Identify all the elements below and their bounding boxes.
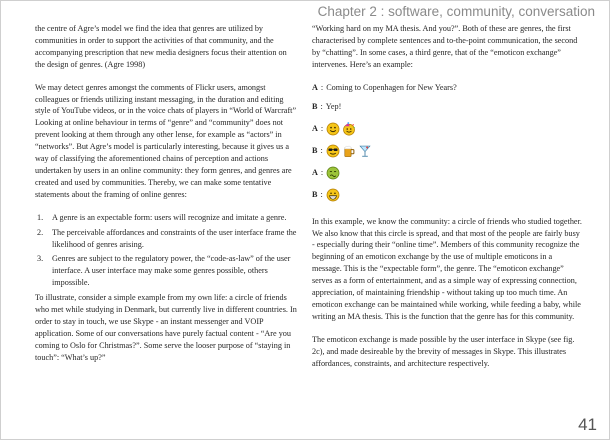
- right-paragraph-2: In this example, we know the community: a circle of friends who studied together. We also know that this circle is spread, and that most of the people are fairly busy - especially during their “online time”. Members of this community recognize the beginning of an emoticon exchange by the use of multiple emoticons in a message. This is the “expectable form”, the genre. The “emoticon exchange” serves as a form of entertainment, and as a simple way of expressing connection, appreciation, of maintaining friendship - without taking up too much time. An emoticon exchange can be maintained while working, while feeding a baby, while writing an MA thesis. This is the function that the genre has for this community.: [312, 216, 582, 321]
- cocktail-glass-icon: [358, 144, 372, 158]
- left-paragraph-1: the centre of Agre’s model we find the idea that genres are utilized by communities in order to support the activities of that community, and the accompanying prescription that new media designers focus their attention on the design of genres. (Agre 1998): [35, 24, 287, 69]
- chat-message: Yep!: [325, 101, 342, 111]
- sick-face-icon: [326, 166, 340, 180]
- chat-line: A : Coming to Copenhagen for New Years?: [312, 82, 457, 92]
- smiley-face-icon: [326, 122, 340, 136]
- page-number: 41: [578, 415, 597, 434]
- numbered-list: [35, 212, 297, 289]
- left-paragraph-2: We may detect genres amongst the comments of Flickr users, amongst colleagues or friends utilizing instant messaging, in the duration and editing style of YouTube videos, or in the voice chats of players in “World of Warcraft” Looking at online behaviour in terms of “genre” and “community” does not prevent looking at them through any other lense, for example as “actors” in “networks”. But Agre’s model is particularly interesting, because it gives us a way of classifying the aforementioned chains of perception and actions undertaken by users in an online community: they form genres, and genres are created and used by communities. Thereby, we can make some tentative statements about the framing of online genres:: [35, 82, 297, 199]
- list-item-number: 1.: [37, 212, 44, 222]
- left-paragraph-3: To illustrate, consider a simple example from my own life: a circle of friends who met while studying in Denmark, but currently live in different countries. In order to stay in touch, we use Skype - an instant messenger and VOIP application. Some of our conversations have purely factual content - “Are you coming to Oslo for Christmas?”. Some serve the looser purpose of “staying in touch”: “What’s up?”: [35, 293, 297, 362]
- list-item-text: The perceivable affordances and constraints of the user interface frame the likelihood of genres arising.: [52, 227, 297, 249]
- sunglasses-face-icon: [326, 144, 340, 158]
- right-column: [312, 23, 582, 370]
- list-item: [35, 212, 297, 224]
- chat-speaker: B: [312, 101, 318, 111]
- right-paragraph-3: The emoticon exchange is made possible by the user interface in Skype (see fig. 2c), and made desireable by the brevity of messages in Skype. This illustrates affordances, constraints, and architecture respectively.: [312, 334, 575, 368]
- list-item-number: 3.: [37, 254, 44, 264]
- list-item: [35, 253, 297, 289]
- chat-speaker: A: [312, 167, 318, 177]
- chat-speaker: B: [312, 189, 318, 199]
- right-paragraph-1: “Working hard on my MA thesis. And you?”. Both of these are genres, the first characterised by complete sentences and to-the-point communication, the second by “chatting”. In some cases, a third genre, that of the “emoticon exchange” intervenes. Here’s an example:: [312, 24, 578, 69]
- list-item-text: A genre is an expectable form: users will recognize and imitate a genre.: [52, 212, 287, 222]
- chat-line: A :: [312, 164, 582, 182]
- grinning-face-icon: [326, 188, 340, 202]
- left-column: [35, 23, 297, 364]
- list-item: [35, 227, 297, 251]
- chat-line: B :: [312, 186, 582, 204]
- list-item-text: Genres are subject to the regulatory power, the “code-as-law” of the user interface. A user interface may make some genres possible, others impossible.: [52, 254, 291, 288]
- chat-message: Coming to Copenhagen for New Years?: [326, 82, 457, 92]
- chat-line: B :: [312, 142, 582, 160]
- party-face-icon: [342, 122, 356, 136]
- chat-example: [312, 82, 582, 204]
- list-item-number: 2.: [37, 227, 44, 237]
- chat-line: B : Yep!: [312, 101, 342, 111]
- beer-mug-icon: [342, 144, 356, 158]
- chat-speaker: A: [312, 82, 318, 92]
- chat-speaker: A: [312, 123, 318, 133]
- chapter-title: Chapter 2 : software, community, conversation: [317, 4, 595, 19]
- chat-line: A :: [312, 120, 582, 138]
- chat-speaker: B: [312, 145, 318, 155]
